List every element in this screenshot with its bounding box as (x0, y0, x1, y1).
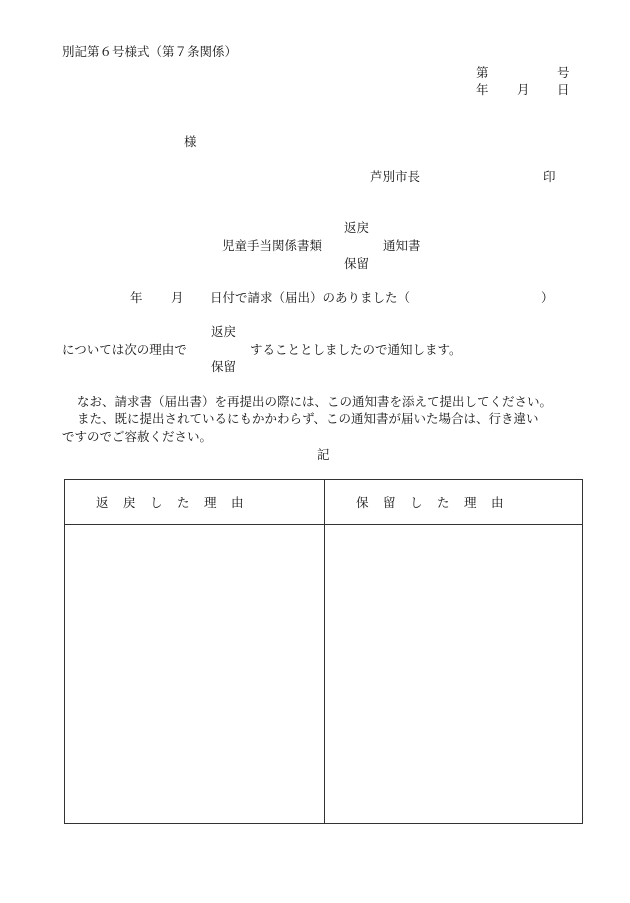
date-month: 月 (517, 82, 530, 97)
note-line-1: なお、請求書（届出書）を再提出の際には、この通知書を添えて提出してください。 (77, 394, 553, 409)
header-hold-reason: 保 留 し た 理 由 (356, 495, 505, 510)
doc-number-dai: 第 (476, 65, 489, 80)
request-month: 月 (171, 290, 184, 305)
form-title: 別記第６号様式（第７条関係） (62, 44, 238, 59)
addressee-sama: 様 (184, 134, 197, 149)
request-year: 年 (130, 290, 143, 305)
note-line-3: ですのでご容赦ください。 (62, 429, 213, 444)
ki-heading: 記 (317, 447, 330, 462)
subject-option-hold: 保留 (344, 256, 370, 271)
return-reason-cell[interactable] (65, 525, 324, 823)
hold-reason-cell[interactable] (325, 525, 582, 823)
reason-prefix: については次の理由で (62, 342, 187, 357)
request-close-paren: ） (541, 290, 554, 305)
subject-option-return: 返戻 (344, 220, 370, 235)
subject-prefix: 児童手当関係書類 (222, 238, 323, 253)
request-text: 日付で請求（届出）のありました（ (210, 290, 411, 305)
date-day: 日 (557, 82, 570, 97)
issuer-name: 芦別市長 (370, 169, 421, 184)
reason-option-return: 返戻 (211, 324, 237, 339)
date-year: 年 (476, 82, 489, 97)
seal-mark: 印 (543, 169, 556, 184)
reason-suffix: することとしましたので通知します。 (250, 342, 462, 357)
header-return-reason: 返 戻 し た 理 由 (96, 495, 245, 510)
reason-option-hold: 保留 (211, 359, 237, 374)
note-line-2: また、既に提出されているにもかかわらず、この通知書が届いた場合は、行き違い (77, 411, 539, 426)
reasons-table (64, 479, 583, 824)
subject-suffix: 通知書 (383, 238, 421, 253)
doc-number-go: 号 (557, 65, 570, 80)
